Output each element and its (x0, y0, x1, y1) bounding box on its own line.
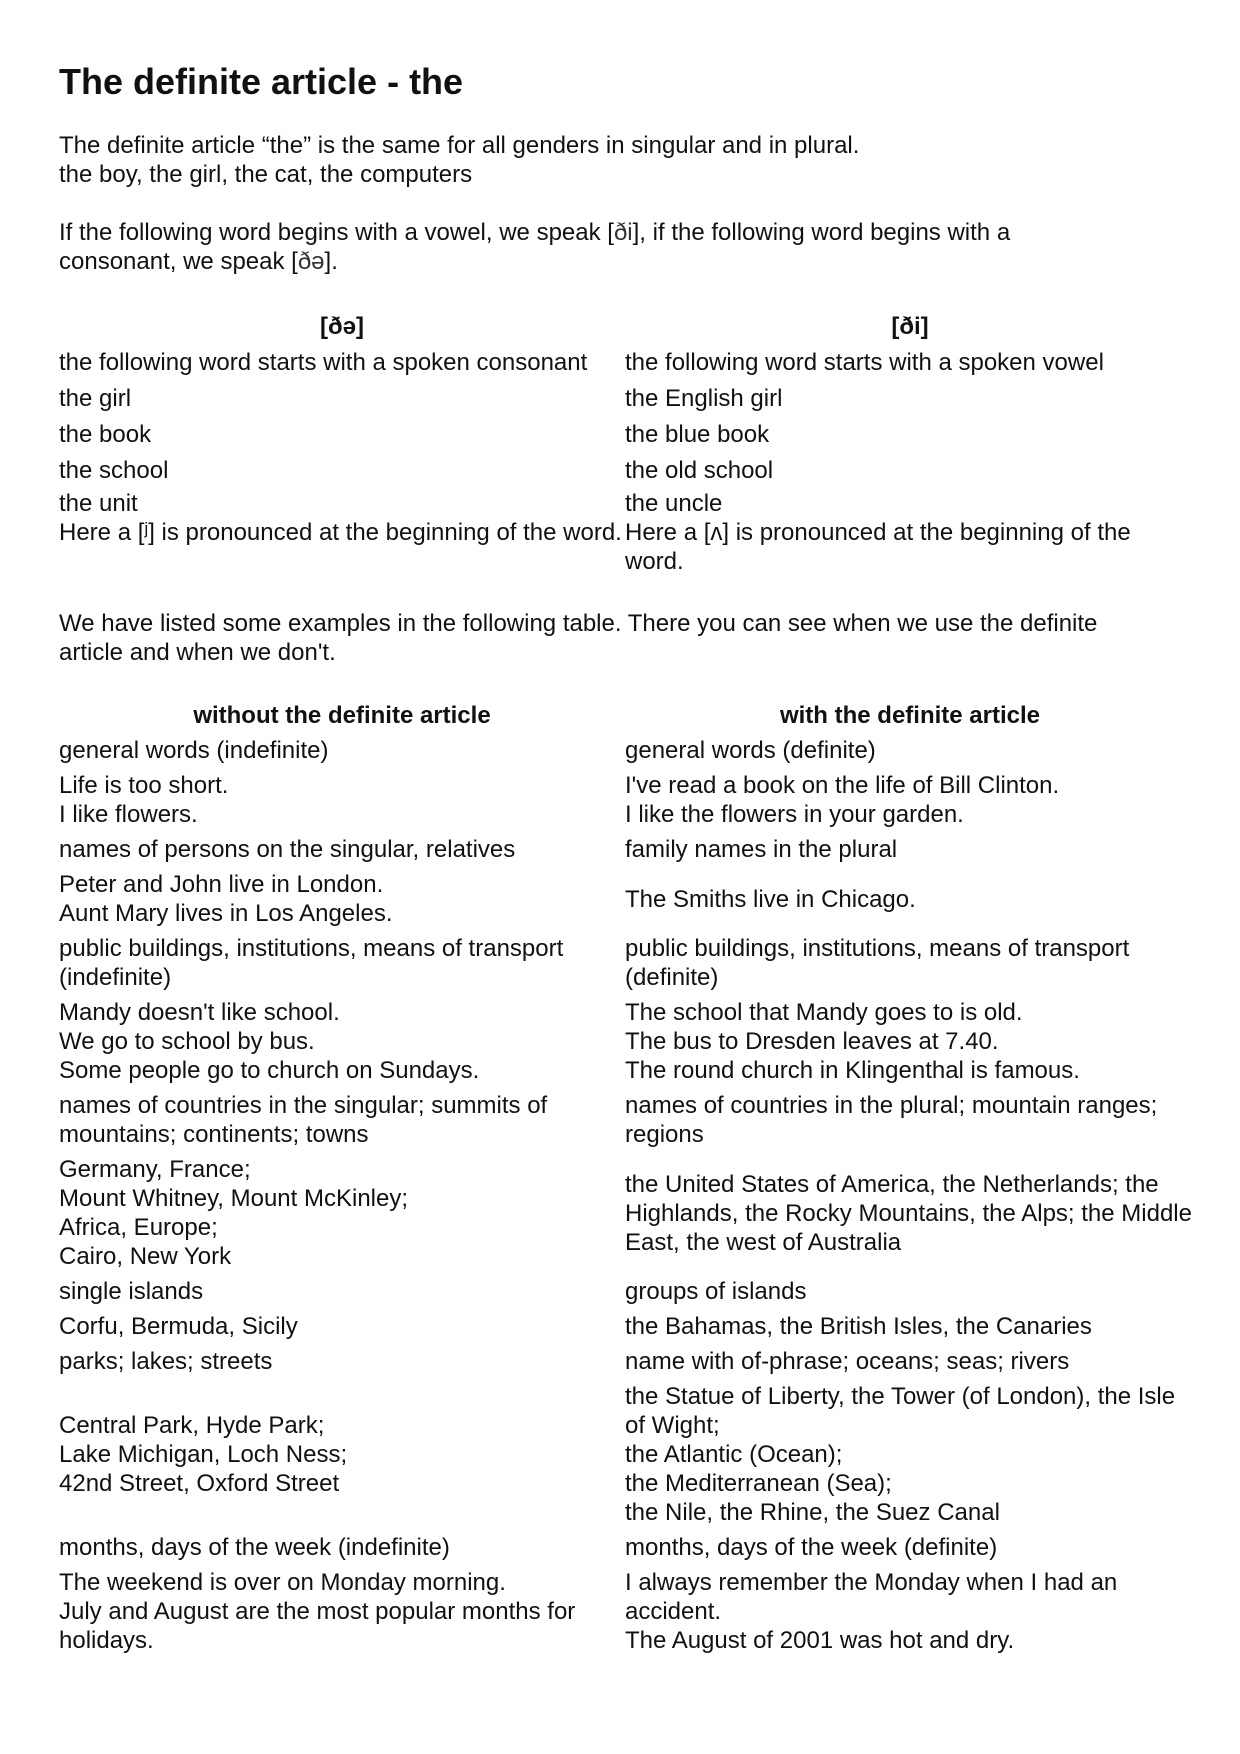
table-cell-right (625, 1565, 1195, 1658)
table-cell-right (625, 931, 1195, 995)
cell-line: I like flowers. (59, 801, 198, 828)
table-cell: the old school (625, 457, 774, 484)
cell-line: The weekend is over on Monday morning. (59, 1569, 506, 1596)
cell-line: I've read a book on the life of Bill Clinton. (625, 772, 1060, 799)
table-cell-left (59, 867, 625, 931)
table-row (59, 1379, 1195, 1530)
table-cell-left (59, 931, 625, 995)
table-cell-left (59, 1152, 625, 1274)
table-row (59, 1565, 1195, 1658)
table-cell-left (59, 1530, 625, 1565)
cell-line: Cairo, New York (59, 1243, 232, 1270)
table-cell-right (625, 1344, 1195, 1379)
table-row (59, 867, 1195, 931)
pronunciation-paragraph (59, 218, 1010, 276)
cell-line: The school that Mandy goes to is old. (625, 999, 1023, 1026)
column-header-vowel: [ði] (891, 313, 929, 340)
column-header-consonant: [ðə] (320, 313, 364, 340)
cell-line: The bus to Dresden leaves at 7.40. (625, 1028, 999, 1055)
cell-line: We go to school by bus. (59, 1028, 315, 1055)
cell-line: public buildings, institutions, means of transport (definite) (625, 935, 1130, 991)
table-header-row (59, 698, 1195, 733)
cell-line: I always remember the Monday when I had an accident. (625, 1569, 1118, 1625)
text-fragment: If the following word begins with a vowel, we speak [ (59, 219, 614, 246)
table-row (59, 1530, 1195, 1565)
ipa-vowel-symbol: ði (613, 219, 633, 246)
table-cell-left (59, 1088, 625, 1152)
column-header-with-article: with the definite article (779, 702, 1041, 729)
text-fragment: consonant, we speak [ (59, 248, 298, 275)
cell-line: public buildings, institutions, means of transport (indefinite) (59, 935, 564, 991)
table-cell: the blue book (625, 421, 770, 448)
table-row (59, 733, 1195, 768)
pronunciation-note-left: Here a [ʲ] is pronounced at the beginning of the word. (59, 519, 622, 546)
table-row (59, 489, 1195, 518)
table-row (59, 1088, 1195, 1152)
cell-line: groups of islands (625, 1278, 807, 1305)
table-cell: the following word starts with a spoken consonant (59, 349, 588, 376)
table-row (59, 453, 1195, 489)
table-row (59, 1309, 1195, 1344)
table-cell: the English girl (625, 385, 783, 412)
table-cell-left (59, 1379, 625, 1530)
table-cell: the book (59, 421, 152, 448)
cell-line: Mandy doesn't like school. (59, 999, 340, 1026)
pronunciation-note-right: Here a [ʌ] is pronounced at the beginning of the word. (625, 519, 1131, 575)
table-cell-left (59, 832, 625, 867)
cell-line: The August of 2001 was hot and dry. (625, 1627, 1015, 1654)
table-row (59, 1274, 1195, 1309)
cell-line: the Statue of Liberty, the Tower (of London), the Isle of Wight; (625, 1383, 1176, 1439)
cell-line: Peter and John live in London. (59, 871, 384, 898)
intro-paragraph (59, 131, 859, 189)
table-row (59, 1152, 1195, 1274)
table-cell: the uncle (625, 490, 723, 517)
cell-line: the Mediterranean (Sea); (625, 1470, 892, 1497)
intro-line: The definite article “the” is the same for all genders in singular and in plural. (59, 132, 860, 159)
table-row (59, 931, 1195, 995)
table-cell-left (59, 733, 625, 768)
table-cell: the girl (59, 385, 132, 412)
table-row (59, 995, 1195, 1088)
pronunciation-line (59, 218, 1010, 247)
table-cell-right (625, 1309, 1195, 1344)
intro-line: the boy, the girl, the cat, the computers (59, 161, 473, 188)
pronunciation-table (59, 309, 1195, 576)
cell-line: the Nile, the Rhine, the Suez Canal (625, 1499, 1000, 1526)
cell-line: The Smiths live in Chicago. (625, 885, 916, 913)
table-intro-paragraph (59, 609, 1097, 667)
cell-line: Mount Whitney, Mount McKinley; (59, 1185, 409, 1212)
table-cell-right (625, 733, 1195, 768)
table-row (59, 832, 1195, 867)
table-cell-left (59, 1309, 625, 1344)
text-fragment: ]. (324, 248, 338, 275)
table-cell-right (625, 867, 1195, 931)
cell-line: months, days of the week (definite) (625, 1534, 998, 1561)
table-cell-right (625, 832, 1195, 867)
cell-line: Some people go to church on Sundays. (59, 1057, 480, 1084)
cell-line: the Bahamas, the British Isles, the Canaries (625, 1313, 1092, 1340)
cell-line: general words (definite) (625, 737, 876, 764)
table-cell-right (625, 1274, 1195, 1309)
table-cell-left (59, 1344, 625, 1379)
table-row (59, 417, 1195, 453)
text-fragment: ], if the following word begins with a (632, 219, 1011, 246)
article-usage-table (59, 698, 1195, 1658)
table-intro-line: We have listed some examples in the following table. There you can see when we use the definite (59, 610, 1098, 637)
table-cell: the school (59, 457, 169, 484)
table-header-row (59, 309, 1195, 345)
cell-line: Life is too short. (59, 772, 229, 799)
table-cell-left (59, 1565, 625, 1658)
table-row (59, 345, 1195, 381)
cell-line: names of countries in the singular; summits of mountains; continents; towns (59, 1092, 548, 1148)
cell-line: Lake Michigan, Loch Ness; (59, 1441, 348, 1468)
table-intro-line: article and when we don't. (59, 639, 336, 666)
cell-line: I like the flowers in your garden. (625, 801, 964, 828)
table-cell-right (625, 995, 1195, 1088)
cell-line: general words (indefinite) (59, 737, 329, 764)
usage-table-body (59, 733, 1195, 1658)
cell-line: names of persons on the singular, relatives (59, 836, 516, 863)
cell-line: parks; lakes; streets (59, 1348, 273, 1375)
cell-line: single islands (59, 1278, 204, 1305)
cell-line: Aunt Mary lives in Los Angeles. (59, 900, 393, 927)
page-title: The definite article - the (59, 61, 464, 102)
cell-line: Africa, Europe; (59, 1214, 218, 1241)
table-cell-right (625, 1530, 1195, 1565)
cell-line: 42nd Street, Oxford Street (59, 1470, 340, 1497)
table-cell-right (625, 1152, 1195, 1274)
column-header-without-article: without the definite article (193, 702, 491, 729)
table-cell-left (59, 995, 625, 1088)
ipa-consonant-symbol: ðə (297, 248, 325, 275)
cell-line: Central Park, Hyde Park; (59, 1412, 325, 1439)
cell-line: July and August are the most popular months for holidays. (59, 1598, 576, 1654)
table-cell-right (625, 768, 1195, 832)
cell-line: the Atlantic (Ocean); (625, 1441, 843, 1468)
cell-line: The round church in Klingenthal is famous. (625, 1057, 1080, 1084)
cell-line: name with of-phrase; oceans; seas; rivers (625, 1348, 1070, 1375)
table-cell: the following word starts with a spoken vowel (625, 349, 1104, 376)
table-cell: the unit (59, 490, 138, 517)
table-cell-left (59, 768, 625, 832)
cell-line: Corfu, Bermuda, Sicily (59, 1313, 298, 1340)
cell-line: Germany, France; (59, 1156, 251, 1183)
table-row (59, 518, 1195, 576)
table-cell-left (59, 1274, 625, 1309)
table-row (59, 1344, 1195, 1379)
cell-line: names of countries in the plural; mountain ranges; regions (625, 1092, 1158, 1148)
cell-line: family names in the plural (625, 836, 898, 863)
table-row (59, 381, 1195, 417)
cell-line: the United States of America, the Netherlands; the Highlands, the Rocky Mountains, the Alps; the Middle East, the west of Australia (625, 1170, 1192, 1256)
table-cell-right (625, 1379, 1195, 1530)
table-row (59, 768, 1195, 832)
pronunciation-line (59, 247, 1010, 276)
cell-line: months, days of the week (indefinite) (59, 1534, 450, 1561)
table-cell-right (625, 1088, 1195, 1152)
